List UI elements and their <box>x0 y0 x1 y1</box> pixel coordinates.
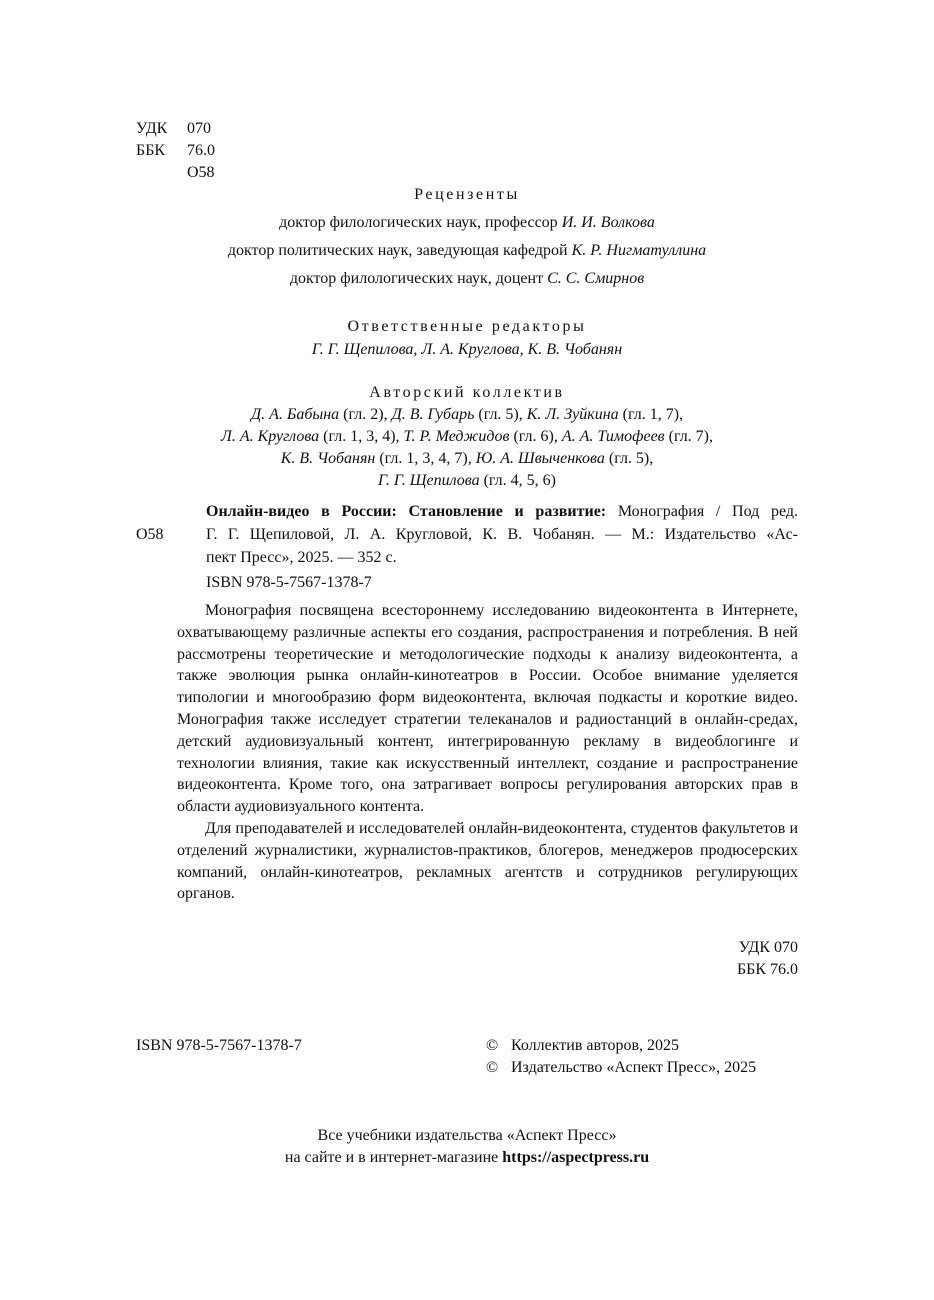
biblio-isbn: ISBN 978-5-7567-1378-7 <box>206 574 372 591</box>
reviewer-1 <box>136 213 798 233</box>
biblio-line-2: Г. Г. Щепиловой, Л. А. Кругловой, К. В. Чобанян. — М.: Издательство «Ас- <box>206 526 798 543</box>
reviewer-3 <box>136 269 798 289</box>
authors-heading: Авторский коллектив <box>369 384 565 401</box>
bbk-value: 76.0 <box>187 142 215 159</box>
promo-line-2 <box>136 1148 798 1168</box>
author-chapters: (гл. 5), <box>608 450 654 467</box>
editors-heading: Ответственные редакторы <box>347 318 587 335</box>
authors-line-3 <box>136 449 798 469</box>
author-mark: О58 <box>187 164 215 181</box>
author-chapters: (гл. 1, 7), <box>622 406 684 423</box>
udk-value: 070 <box>187 120 211 137</box>
udk-label: УДК <box>136 120 168 137</box>
copyright-symbol-1: © <box>486 1037 499 1054</box>
footer-isbn: ISBN 978-5-7567-1378-7 <box>136 1037 302 1054</box>
reviewer-2 <box>136 241 798 261</box>
author-chapters: (гл. 6), <box>513 428 558 445</box>
editors-names: Г. Г. Щепилова, Л. А. Круглова, К. В. Чобанян <box>311 341 623 358</box>
reviewer-3-name: С. С. Смирнов <box>547 270 645 287</box>
biblio-line-3: пект Пресс», 2025. — 352 с. <box>206 549 397 566</box>
author-chapters: (гл. 4, 5, 6) <box>483 472 556 489</box>
authors-line-2 <box>136 427 798 447</box>
author-name: Г. Г. Щепилова <box>378 472 480 489</box>
annotation-paragraph-2: Для преподавателей и исследователей онлайн-видеоконтента, студентов факультетов и отделений журналистики, журналистов-практиков, блогеров, менеджеров продюсерских компаний, онлайн-кинотеатров, рекламных агентств и сотрудников регулирующих органов. <box>177 819 798 903</box>
authors-line-1 <box>136 405 798 425</box>
author-chapters: (гл. 5), <box>478 406 523 423</box>
annotation-paragraph-1: Монография посвящена всестороннему исследованию видеоконтента в Интернете, охватывающему различные аспекты его создания, распространения и потребления. В ней рассмотрены теоретические и методологические подходы к анализу видеоконтента, а также эволюция рынка онлайн-кинотеатров в России. Особое внимание уделяется типологии и многообразию форм видеоконтента, включая подкасты и короткие видео. Монография также исследует стратегии телеканалов и радиостанций в онлайн-средах, детский аудиовизуальный контент, интегрированную рекламу в видеоблогинге и технологии влияния, такие как искусственный интеллект, создание и распространение видеоконтента. Кроме того, она затрагивает вопросы регулирования авторских прав в области аудиовизуального контента. <box>177 602 798 816</box>
biblio-line-1 <box>206 502 798 522</box>
reviewer-2-name: К. Р. Нигматуллина <box>571 242 707 259</box>
promo-text: на сайте и в интернет-магазине <box>284 1149 499 1166</box>
author-name: Д. А. Бабына <box>250 406 340 423</box>
reviewer-1-title: доктор филологических наук, профессор <box>279 214 558 231</box>
author-name: К. Л. Зуйкина <box>526 406 619 423</box>
author-chapters: (гл. 1, 3, 4, 7), <box>379 450 472 467</box>
promo-line-1: Все учебники издательства «Аспект Пресс» <box>317 1127 617 1144</box>
biblio-line-1-rest: Монография / Под ред. <box>617 503 799 520</box>
author-name: А. А. Тимофеев <box>561 428 665 445</box>
copyright-publisher: Издательство «Аспект Пресс», 2025 <box>511 1059 757 1076</box>
copyright-symbol-2: © <box>486 1059 499 1076</box>
author-name: Т. Р. Меджидов <box>403 428 510 445</box>
author-chapters: (гл. 2), <box>343 406 388 423</box>
index-udk: УДК 070 <box>738 939 798 956</box>
book-title: Онлайн-видео в России: Становление и развитие: <box>206 503 607 520</box>
reviewer-1-name: И. И. Волкова <box>561 214 655 231</box>
reviewer-3-title: доктор филологических наук, доцент <box>289 270 544 287</box>
promo-url-link[interactable]: https://aspectpress.ru <box>502 1149 650 1166</box>
biblio-mark: О58 <box>136 526 164 543</box>
author-name: Л. А. Круглова <box>220 428 320 445</box>
annotation <box>177 600 798 905</box>
reviewer-2-title: доктор политических наук, заведующая кафедрой <box>227 242 568 259</box>
author-name: Ю. А. Швыченкова <box>475 450 605 467</box>
author-chapters: (гл. 7), <box>668 428 713 445</box>
reviewers-heading: Рецензенты <box>414 186 520 203</box>
author-chapters: (гл. 1, 3, 4), <box>323 428 400 445</box>
bbk-label: ББК <box>136 142 166 159</box>
index-bbk: ББК 76.0 <box>736 961 798 978</box>
authors-line-4 <box>136 471 798 491</box>
author-name: Д. В. Губарь <box>391 406 475 423</box>
author-name: К. В. Чобанян <box>280 450 376 467</box>
copyright-authors: Коллектив авторов, 2025 <box>511 1037 679 1054</box>
